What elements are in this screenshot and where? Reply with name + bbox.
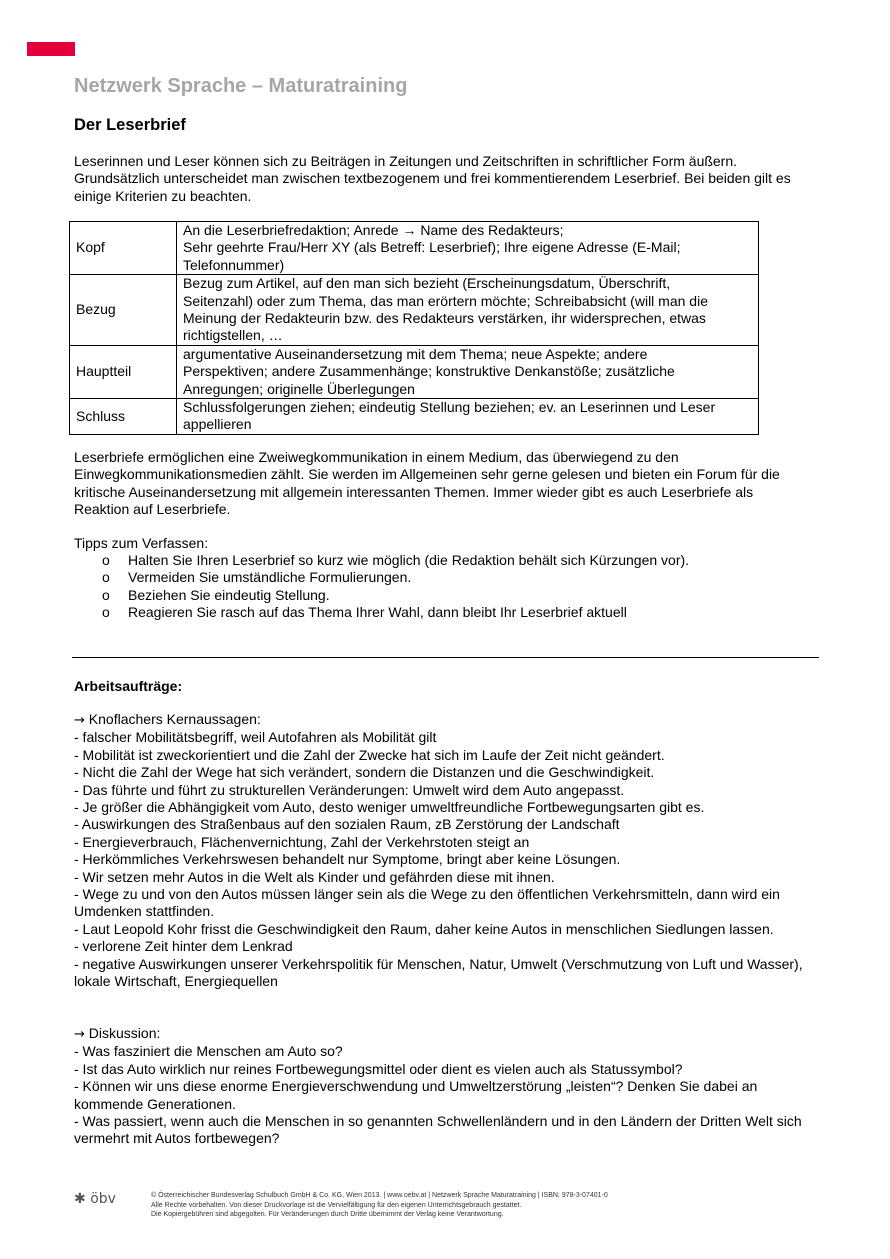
criteria-text — [177, 345, 759, 398]
body-paragraph: Leserbriefe ermöglichen eine Zweiwegkommunikation in einem Medium, das überwiegend zu den Einwegkommunikationsmedien zählt. Sie werden im Allgemeinen sehr gerne gelesen und bieten ein Forum für die kritische Auseinandersetzung mit allgemein interessanten Themen. Immer wieder gibt es auch Leserbriefe als Reaktion auf Leserbriefe. — [74, 449, 780, 518]
bullet-icon: o — [102, 552, 110, 568]
list-item: - negative Auswirkungen unserer Verkehrspolitik für Menschen, Natur, Umwelt (Verschmutzung von Luft und Wasser), lokale Wirtschaft, Energiequellen — [74, 955, 803, 990]
criteria-line: Sehr geehrte Frau/Herr XY (als Betreff: Leserbrief); Ihre eigene Adresse (E-Mail; — [183, 239, 681, 256]
list-item: - Das führte und führt zu strukturellen Veränderungen: Umwelt wird dem Auto angepasst. — [74, 781, 625, 798]
bullet-icon: o — [102, 604, 110, 621]
list-item: - verlorene Zeit hinter dem Lenkrad — [74, 938, 293, 955]
list-item: - Was fasziniert die Menschen am Auto so? — [74, 1043, 343, 1060]
footer-line: Alle Rechte vorbehalten. Von dieser Druckvorlage ist die Vervielfältigung für den eigenen Unterrichtsgebrauch gestattet. — [151, 1201, 522, 1209]
criteria-line: An die Leserbriefredaktion; Anrede → Name des Redakteurs; — [183, 222, 564, 238]
list-item — [74, 587, 814, 604]
list-item: - Wir setzen mehr Autos in die Welt als Kinder und gefährden diese mit ihnen. — [74, 868, 555, 885]
list-item: - Ist das Auto wirklich nur reines Fortbewegungsmittel oder dient es vielen auch als Statussymbol? — [74, 1060, 683, 1077]
list-item: - Energieverbrauch, Flächenvernichtung, Zahl der Verkehrstoten steigt an — [74, 833, 530, 850]
criteria-table — [69, 221, 759, 435]
footer-copyright — [151, 1191, 608, 1220]
criteria-line: Anregungen; originelle Überlegungen — [183, 380, 415, 397]
criteria-label: Schluss — [70, 399, 177, 435]
arrow-right-icon: → — [74, 713, 85, 728]
list-item-text: Vermeiden Sie umständliche Formulierungen. — [128, 569, 412, 586]
list-item — [74, 569, 814, 586]
tips-heading: Tipps zum Verfassen: — [74, 535, 209, 551]
brand-bar — [27, 42, 75, 56]
criteria-line: richtigstellen, … — [183, 327, 283, 344]
criteria-line: Meinung der Redakteurin bzw. des Redakteurs verstärken, ihr widersprechen, etwas — [183, 310, 706, 327]
criteria-line: Schlussfolgerungen ziehen; eindeutig Stellung beziehen; ev. an Leserinnen und Leser — [183, 399, 716, 416]
criteria-text — [177, 399, 759, 435]
list-item: - Was passiert, wenn auch die Menschen in so genannten Schwellenländern und in den Ländern der Dritten Welt sich vermehrt mit Autos fortbewegen? — [74, 1113, 802, 1147]
publisher-logo-text: öbv — [90, 1191, 116, 1207]
list-item: - Können wir uns diese enorme Energieverschwendung und Umweltzerstörung „leisten“? Denken Sie dabei an kommende Generationen. — [74, 1078, 758, 1112]
list-item-text: Beziehen Sie eindeutig Stellung. — [128, 586, 330, 603]
tips-list — [74, 552, 814, 622]
table-row — [70, 275, 759, 346]
criteria-text — [177, 222, 759, 275]
diskussion-section — [74, 1025, 814, 1148]
kernaussagen-section — [74, 711, 814, 991]
star-icon: ✱ — [74, 1191, 86, 1207]
table-row — [70, 399, 759, 435]
list-item: - Herkömmliches Verkehrswesen behandelt nur Symptome, bringt aber keine Lösungen. — [74, 851, 621, 868]
criteria-label: Hauptteil — [70, 345, 177, 398]
criteria-line: appellieren — [183, 416, 252, 433]
publisher-logo — [74, 1191, 116, 1207]
list-item — [74, 552, 814, 569]
series-title: Netzwerk Sprache – Maturatraining — [74, 75, 408, 97]
table-row — [70, 345, 759, 398]
tasks-heading: Arbeitsaufträge: — [74, 678, 183, 694]
criteria-label: Bezug — [70, 275, 177, 346]
intro-paragraph: Leserinnen und Leser können sich zu Beiträgen in Zeitungen und Zeitschriften in schriftlicher Form äußern. Grundsätzlich unterscheidet man zwischen textbezogenem und frei kommentierendem Leserbrief. Bei beiden gilt es einige Kriterien zu beachten. — [74, 153, 791, 204]
criteria-label: Kopf — [70, 222, 177, 275]
list-item: - Wege zu und von den Autos müssen länger sein als die Wege zu den öffentlichen Verkehrsmitteln, dann wird ein Umdenken stattfinden. — [74, 886, 780, 920]
list-item: - Nicht die Zahl der Wege hat sich verändert, sondern die Distanzen und die Geschwindigkeit. — [74, 764, 655, 781]
list-item: - falscher Mobilitätsbegriff, weil Autofahren als Mobilität gilt — [74, 729, 437, 746]
section-title — [74, 1025, 814, 1043]
list-item: - Je größer die Abhängigkeit vom Auto, desto weniger umweltfreundliche Fortbewegungsarten gibt es. — [74, 799, 705, 816]
section-title — [74, 711, 814, 729]
list-item-text: Reagieren Sie rasch auf das Thema Ihrer Wahl, dann bleibt Ihr Leserbrief aktuell — [128, 604, 627, 621]
criteria-line: Bezug zum Artikel, auf den man sich bezieht (Erscheinungsdatum, Überschrift, — [183, 275, 671, 292]
section-title-text: Knoflachers Kernaussagen: — [84, 711, 261, 727]
divider — [72, 657, 819, 658]
arrow-right-icon: → — [74, 1027, 85, 1042]
list-item: - Mobilität ist zweckorientiert und die Zahl der Zwecke hat sich im Laufe der Zeit nicht geändert. — [74, 746, 665, 763]
footer-line: © Österreichischer Bundesverlag Schulbuch GmbH & Co. KG, Wien 2013. | www.oebv.at | Netzwerk Sprache Maturatraining | ISBN: 978-3-07401-0 — [151, 1192, 608, 1199]
list-item: - Laut Leopold Kohr frisst die Geschwindigkeit den Raum, daher keine Autos in menschlichen Siedlungen lassen. — [74, 920, 774, 937]
criteria-text — [177, 275, 759, 346]
list-item — [74, 604, 814, 621]
section-title-text: Diskussion: — [84, 1025, 161, 1041]
list-item-text: Halten Sie Ihren Leserbrief so kurz wie möglich (die Redaktion behält sich Kürzungen vor). — [128, 552, 690, 568]
criteria-line: Seitenzahl) oder zum Thema, das man erörtern möchte; Schreibabsicht (will man die — [183, 292, 708, 309]
bullet-icon: o — [102, 586, 110, 603]
list-item: - Auswirkungen des Straßenbaus auf den sozialen Raum, zB Zerstörung der Landschaft — [74, 816, 620, 833]
table-row — [70, 222, 759, 275]
bullet-icon: o — [102, 569, 110, 586]
footer-line: Die Kopiergebühren sind abgegolten. Für Veränderungen durch Dritte übernimmt der Verlag keine Verantwortung. — [151, 1211, 504, 1218]
criteria-line: Telefonnummer) — [183, 256, 285, 273]
criteria-line: argumentative Auseinandersetzung mit dem Thema; neue Aspekte; andere — [183, 345, 648, 362]
criteria-line: Perspektiven; andere Zusammenhänge; konstruktive Denkanstöße; zusätzliche — [183, 363, 675, 380]
page-title: Der Leserbrief — [74, 116, 186, 134]
